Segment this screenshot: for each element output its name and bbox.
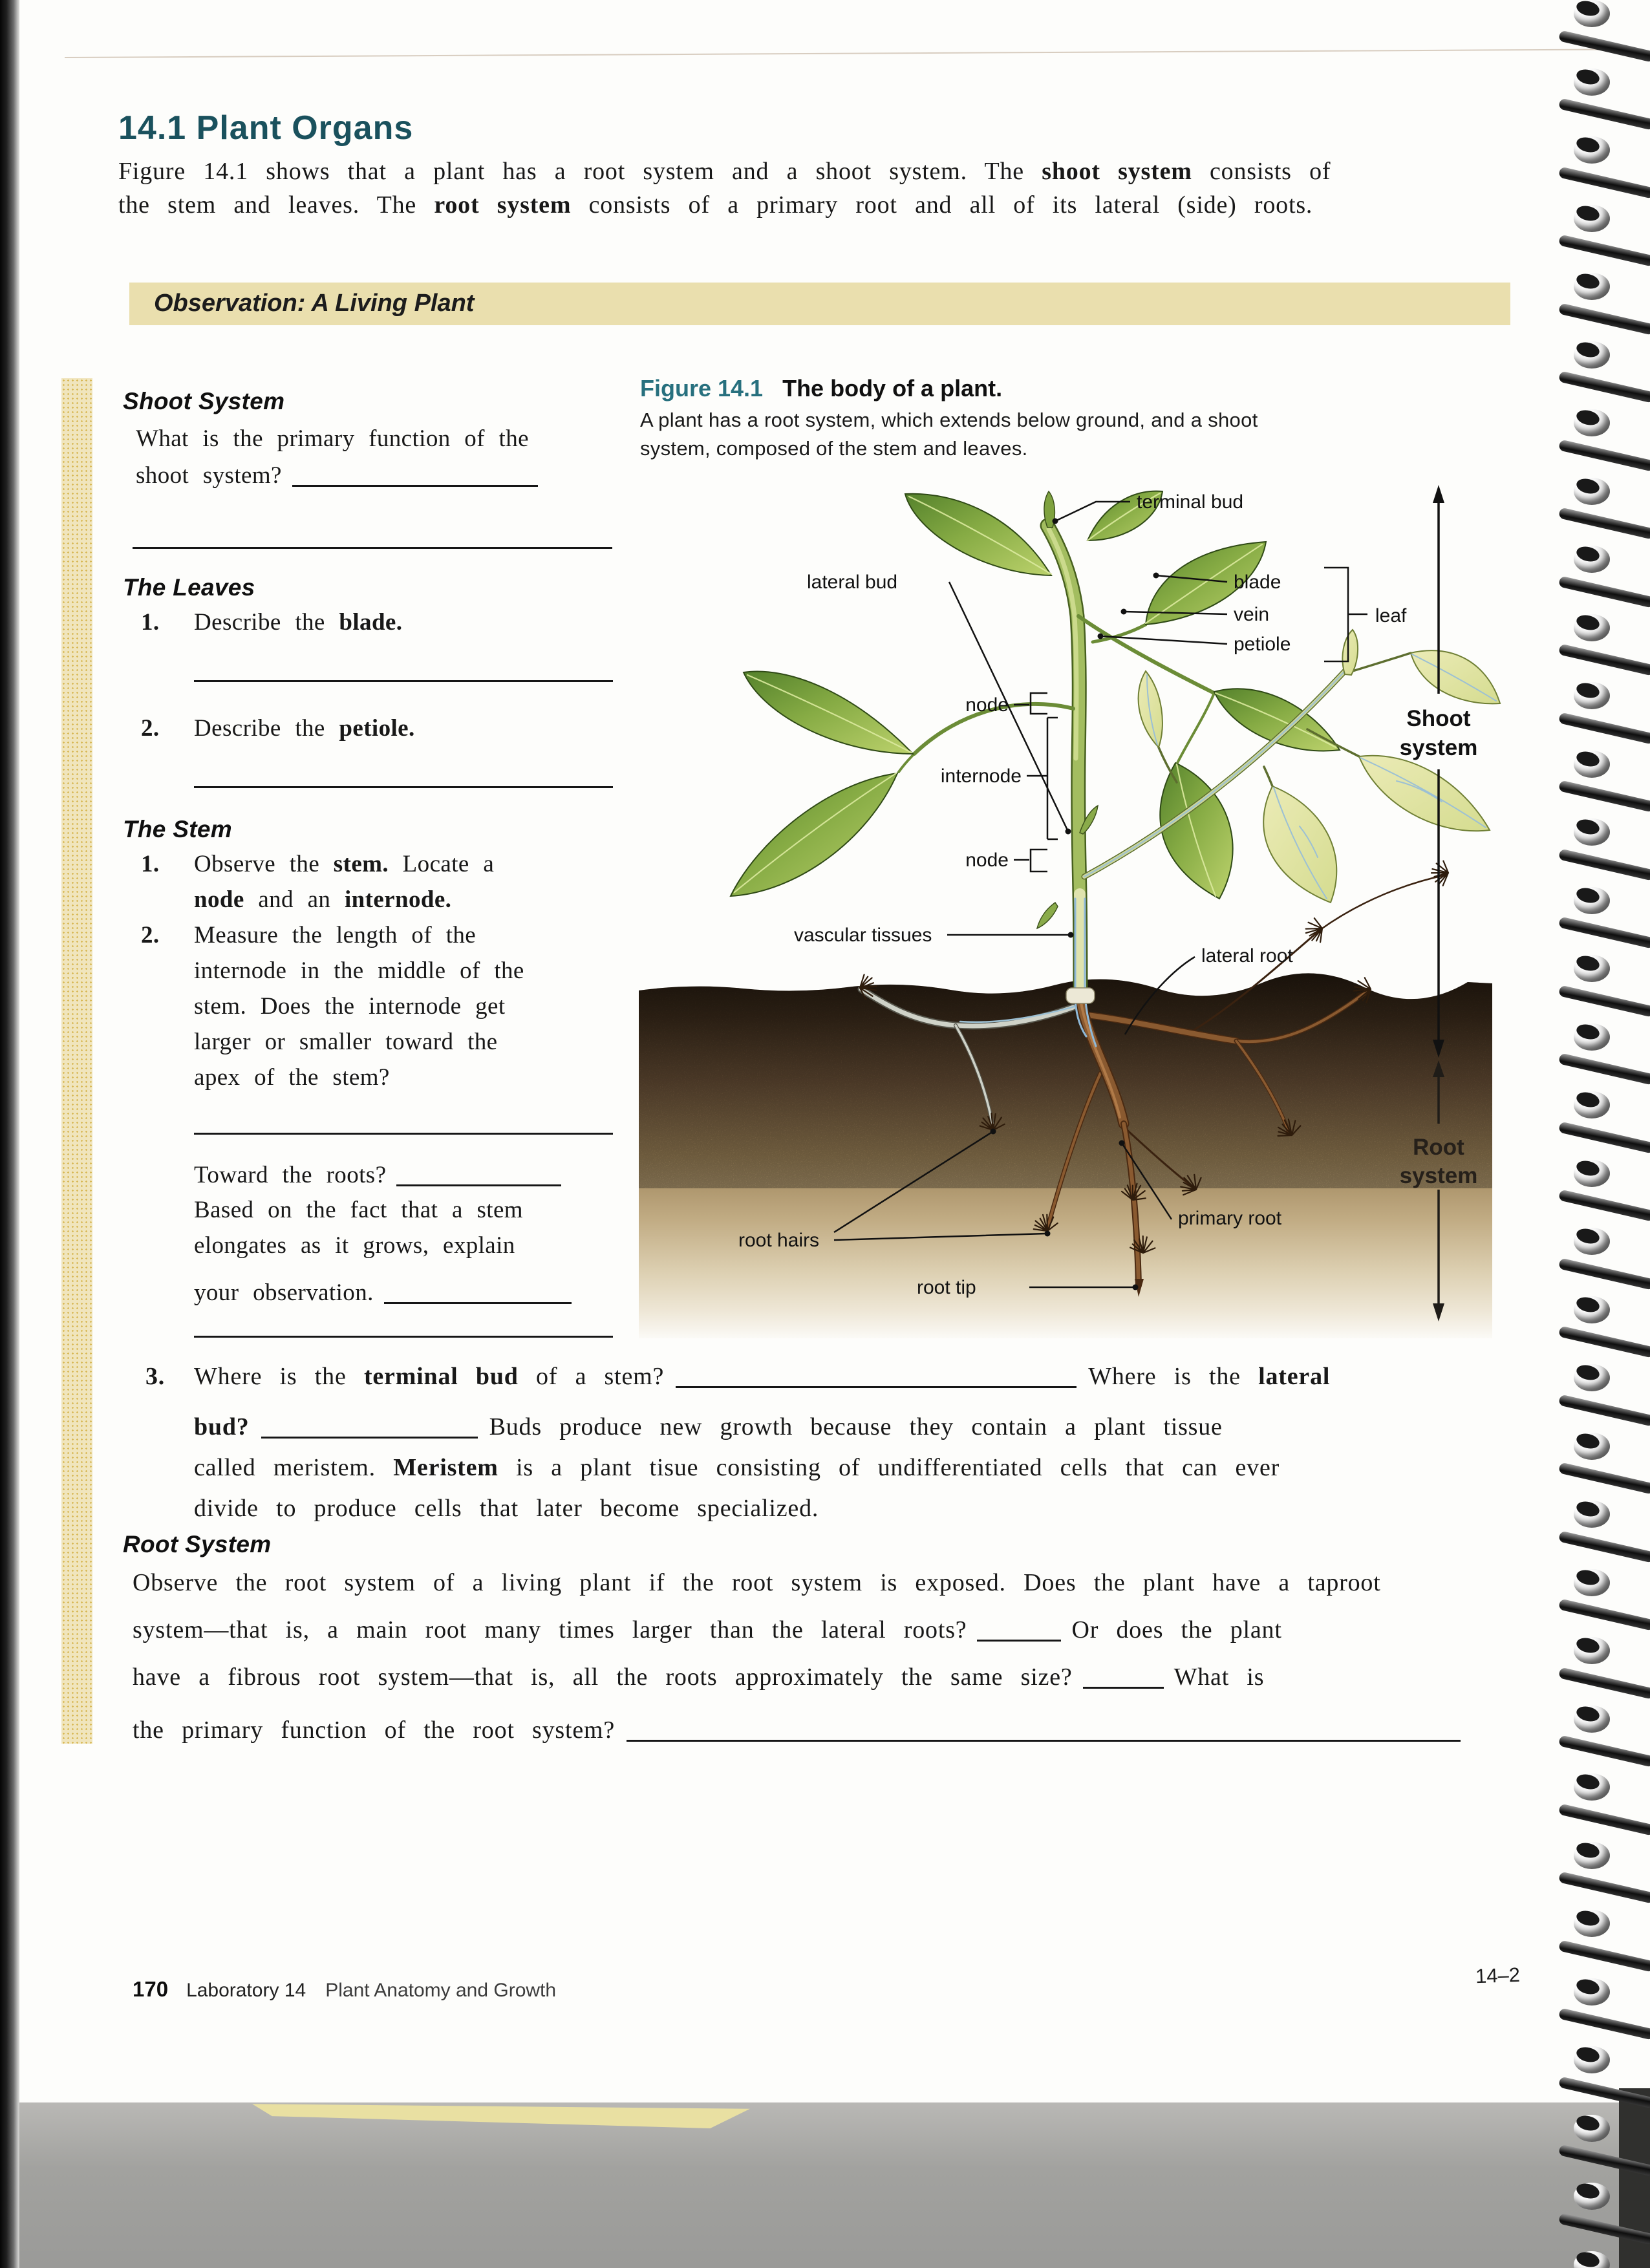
scan-artifact-line: [65, 48, 1636, 58]
coil-wire: [1558, 643, 1650, 676]
binding-coil: [1544, 391, 1650, 438]
observation-banner-label: Observation: A Living Plant: [154, 290, 475, 317]
figure-desc-1: A plant has a root system, which extends below ground, and a shoot: [640, 409, 1258, 431]
page-number: 170: [133, 1977, 169, 2001]
item-number: 3.: [145, 1363, 166, 1390]
coil-wire: [1558, 1735, 1650, 1767]
binding-coil: [1544, 528, 1650, 574]
coil-wire: [1558, 30, 1650, 62]
section-title: 14.1 Plant Organs: [118, 109, 414, 147]
binding-coil: [1544, 1278, 1650, 1325]
q3-line-2: bud? Buds produce new growth because they contain a plant tissue: [194, 1413, 1223, 1440]
answer-line: [194, 680, 613, 682]
answer-blank: [261, 1413, 478, 1439]
observation-banner: [129, 283, 1510, 325]
label-node-lower: node: [965, 850, 1009, 871]
figure-desc-2: system, composed of the stem and leaves.: [640, 437, 1028, 460]
label-root-tip: root tip: [917, 1277, 976, 1298]
binding-coil: [1544, 1073, 1650, 1120]
leaves-q1: Describe the blade.: [194, 609, 403, 636]
label-root-system-2: system: [1399, 1163, 1478, 1188]
q3-line-4: divide to produce cells that later become specialized.: [194, 1495, 819, 1522]
stem-q2-line-5: apex of the stem?: [194, 1064, 390, 1091]
label-internode: internode: [940, 765, 1022, 787]
shoot-question-line-2: shoot system?: [136, 462, 538, 490]
page-footer: [133, 1977, 556, 2002]
binding-coil: [1544, 187, 1650, 233]
label-lateral-bud: lateral bud: [807, 572, 898, 593]
root-line-4: the primary function of the root system?: [133, 1717, 1461, 1745]
coil-wire: [1558, 1257, 1650, 1290]
coil-wire: [1558, 1053, 1650, 1085]
coil-wire: [1558, 985, 1650, 1017]
coil-wire: [1558, 507, 1650, 539]
answer-blank: [396, 1161, 561, 1186]
stem: [1047, 526, 1096, 1046]
answer-line: [194, 1336, 613, 1338]
margin-accent-bar: [61, 378, 92, 1744]
label-primary-root: primary root: [1178, 1208, 1282, 1229]
coil-wire: [1558, 1803, 1650, 1835]
soil: [639, 973, 1492, 1338]
binding-coil: [1544, 1482, 1650, 1529]
figure-number: Figure 14.1: [640, 375, 764, 401]
binding-coil: [1544, 1142, 1650, 1188]
binding-coil: [1544, 255, 1650, 301]
binding-coil: [1544, 1415, 1650, 1461]
binding-coil: [1544, 50, 1650, 97]
label-shoot-system-1: Shoot: [1406, 706, 1471, 731]
stem-q2-line-4: larger or smaller toward the: [194, 1029, 498, 1055]
coil-wire: [1558, 439, 1650, 471]
q3-line-1: Where is the terminal bud of a stem? Where is the lateral: [194, 1363, 1331, 1390]
label-shoot-system-2: system: [1399, 735, 1478, 760]
coil-wire: [1558, 1598, 1650, 1631]
item-number: 2.: [141, 922, 160, 948]
footer-lab: Laboratory 14: [186, 1980, 306, 2001]
coil-wire: [1558, 303, 1650, 335]
coil-wire: [1558, 1121, 1650, 1153]
binding-coil: [1544, 1346, 1650, 1393]
coil-wire: [1558, 98, 1650, 130]
corner-page-code: 14–2: [1475, 1963, 1521, 1988]
binding-coil: [1544, 596, 1650, 643]
q3-line-3: called meristem. Meristem is a plant tisue consisting of undifferentiated cells that can ever: [194, 1454, 1280, 1481]
binding-coil: [1544, 2097, 1650, 2143]
label-terminal-bud: terminal bud: [1137, 491, 1244, 513]
coil-wire: [1558, 370, 1650, 403]
coil-wire: [1558, 780, 1650, 812]
binding-coil: [1544, 323, 1650, 370]
binding-coil: [1544, 1960, 1650, 2007]
coil-wire: [1558, 1871, 1650, 1903]
binding-coil: [1544, 664, 1650, 711]
intro-line-1: Figure 14.1 shows that a plant has a root system and a shoot system. The shoot system consists of: [118, 158, 1331, 185]
binding-coil: [1544, 733, 1650, 779]
binding-coil: [1544, 460, 1650, 506]
root-line-3: have a fibrous root system—that is, all the roots approximately the same size? What is: [133, 1664, 1265, 1691]
label-lateral-root: lateral root: [1201, 945, 1293, 967]
shoot-system-heading: Shoot System: [123, 388, 285, 414]
stem-q2-line-3: stem. Does the internode get: [194, 993, 506, 1020]
coil-wire: [1558, 1940, 1650, 1972]
stem-q2-line-1: Measure the length of the: [194, 922, 477, 948]
coil-wire: [1558, 1667, 1650, 1699]
leaves-q2: Describe the petiole.: [194, 715, 415, 742]
answer-blank: [292, 462, 538, 487]
coil-wire: [1558, 575, 1650, 608]
item-number: 1.: [141, 609, 160, 636]
answer-blank: [627, 1717, 1461, 1742]
root-system-heading: Root System: [123, 1531, 272, 1557]
coil-wire: [1558, 1462, 1650, 1494]
binding-coil: [1544, 800, 1650, 847]
stem-heading: The Stem: [123, 816, 232, 842]
coil-wire: [1558, 234, 1650, 266]
binding-coil: [1544, 937, 1650, 983]
binding-coil: [1544, 1551, 1650, 1598]
binding-coil: [1544, 0, 1650, 28]
binding-coil: [1544, 1824, 1650, 1870]
item-number: 2.: [141, 715, 160, 742]
based-line-1: Based on the fact that a stem: [194, 1197, 523, 1223]
figure-caption: [640, 375, 1002, 402]
figure-title: The body of a plant.: [782, 375, 1003, 401]
binding-coil: [1544, 1892, 1650, 1938]
binding-coil: [1544, 1005, 1650, 1052]
branches-and-leaves: [731, 491, 1500, 928]
coil-wire: [1558, 916, 1650, 948]
plant-diagram: [634, 477, 1513, 1340]
binding-coil: [1544, 1687, 1650, 1734]
scanner-background: [0, 2102, 1650, 2268]
coil-wire: [1558, 166, 1650, 198]
binding-coil: [1544, 1619, 1650, 1665]
label-node-upper: node: [965, 694, 1009, 716]
toward-roots-line: Toward the roots?: [194, 1161, 561, 1190]
root-line-1: Observe the root system of a living plant if the root system is exposed. Does the plant have a taproot: [133, 1569, 1381, 1596]
binding-coil: [1544, 118, 1650, 165]
answer-line: [194, 786, 613, 788]
label-petiole: petiole: [1234, 634, 1291, 655]
leaves-heading: The Leaves: [123, 574, 255, 601]
binding-coil: [1544, 2233, 1650, 2268]
answer-blank: [384, 1279, 572, 1304]
coil-wire: [1558, 848, 1650, 881]
label-vascular-tissues: vascular tissues: [794, 925, 932, 946]
based-line-2: elongates as it grows, explain: [194, 1232, 515, 1259]
label-root-hairs: root hairs: [738, 1230, 820, 1251]
answer-line: [133, 547, 612, 549]
label-vein: vein: [1234, 604, 1270, 625]
label-root-system-1: Root: [1413, 1135, 1464, 1160]
intro-line-2: the stem and leaves. The root system consists of a primary root and all of its lateral (side) roots.: [118, 191, 1313, 219]
label-blade: blade: [1234, 572, 1281, 593]
label-leaf: leaf: [1375, 605, 1407, 626]
answer-blank: [1083, 1664, 1164, 1689]
root-line-2: system—that is, a main root many times larger than the lateral roots? Or does the plant: [133, 1616, 1282, 1643]
book-left-edge: [0, 0, 19, 2268]
answer-blank: [977, 1616, 1061, 1642]
binding-coil: [1544, 2028, 1650, 2075]
binding-coil: [1544, 1755, 1650, 1802]
binding-coil: [1544, 869, 1650, 915]
coil-wire: [1558, 1325, 1650, 1358]
coil-wire: [1558, 1394, 1650, 1426]
binding-coil: [1544, 1210, 1650, 1256]
stem-q1-line-1: Observe the stem. Locate a: [194, 851, 495, 877]
stem-q1-line-2: node and an internode.: [194, 886, 452, 913]
coil-wire: [1558, 712, 1650, 744]
item-number: 1.: [141, 851, 160, 877]
coil-wire: [1558, 1189, 1650, 1221]
observation-line: your observation.: [194, 1279, 572, 1307]
answer-line: [194, 1133, 613, 1135]
coil-wire: [1558, 1530, 1650, 1563]
stem-q2-line-2: internode in the middle of the: [194, 957, 524, 984]
shoot-question-line-1: What is the primary function of the: [136, 425, 529, 452]
binding-coil: [1544, 2165, 1650, 2211]
shoot-system-arrow: [1433, 485, 1444, 1058]
footer-chapter-title: Plant Anatomy and Growth: [325, 1980, 557, 2001]
answer-blank: [676, 1363, 1077, 1388]
coil-wire: [1558, 2007, 1650, 2040]
